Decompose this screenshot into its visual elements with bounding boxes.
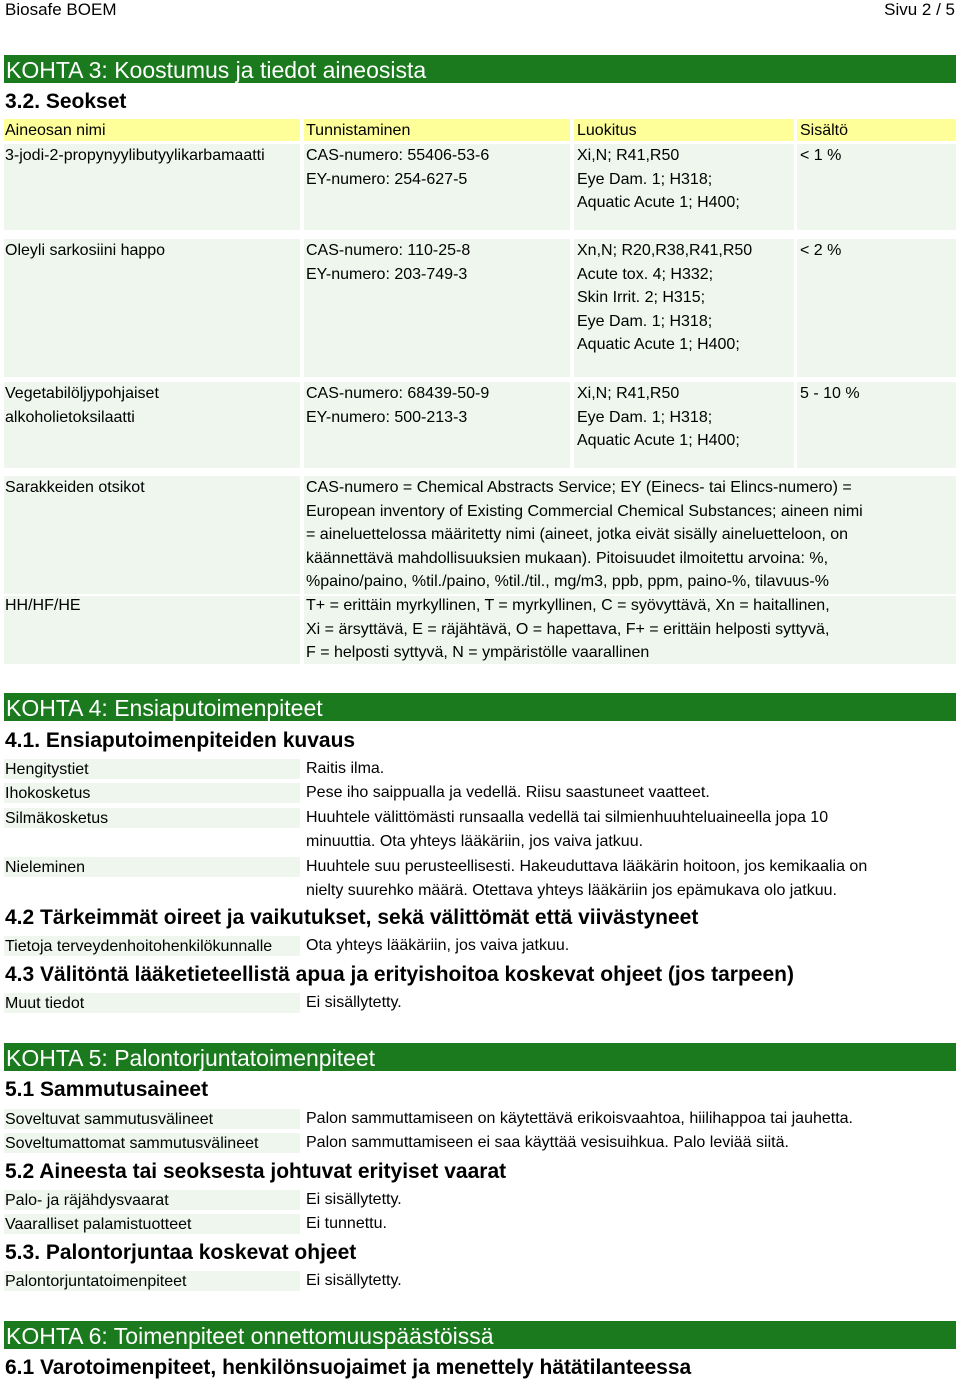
column-label-class: Luokitus [577,122,637,139]
value-silmakosketus-2: minuuttia. Ota yhteys lääkäriin, jos vaiva jatkuu. [306,832,644,850]
row-1-class-2: Eye Dam. 1; H318; [577,170,713,188]
subsection-5-1-title: 5.1 Sammutusaineet [5,1078,209,1101]
subsection-4-2-title: 4.2 Tärkeimmät oireet ja vaikutukset, sekä välittömät että viivästyneet [5,906,699,929]
row-3-class-3: Aquatic Acute 1; H400; [577,432,740,449]
column-label-content: Sisältö [800,122,849,139]
row-3-class-2: Eye Dam. 1; H318; [577,408,713,426]
value-tietoja-terveydenhoito: Ota yhteys lääkäriin, jos vaiva jatkuu. [306,937,570,954]
value-hengitystiet: Raitis ilma. [306,760,385,777]
row-1-cas: CAS-numero: 55406-53-6 [306,147,490,164]
label-ihokosketus: Ihokosketus [4,783,300,803]
note-2-line-1: T+ = erittäin myrkyllinen, T = myrkyllinen, C = syövyttävä, Xn = haitallinen, [306,597,830,614]
document-title: Biosafe BOEM [5,0,117,19]
row-2-class-4: Eye Dam. 1; H318; [577,312,713,330]
note-1-line-4: käännettävä mahdollisuuksien mukaan). Pitoisuudet ilmoitettu arvoina: %, [306,549,829,567]
column-label-ident: Tunnistaminen [306,122,411,139]
row-1-name: 3-jodi-2-propynyylibutyylikarbamaatti [5,147,265,164]
subsection-4-1-title: 4.1. Ensiaputoimenpiteiden kuvaus [5,729,356,752]
section-6-title: KOHTA 6: Toimenpiteet onnettomuuspäästöissä [4,1321,956,1349]
page-header [5,0,955,24]
subsection-6-1-title: 6.1 Varotoimenpiteet, henkilönsuojaimet ja menettely hätätilanteessa [5,1356,692,1379]
label-nieleminen: Nieleminen [4,857,300,877]
label-soveltuvat: Soveltuvat sammutusvälineet [4,1109,300,1129]
note-1-line-3: = aineluettelossa määritetty nimi (aineet, jotka eivät sisälly aineluetteloon, on [306,526,849,543]
label-silmakosketus: Silmäkosketus [4,808,300,828]
row-3-ey: EY-numero: 500-213-3 [306,408,468,426]
row-2-class-1: Xn,N; R20,R38,R41,R50 [577,242,753,259]
label-soveltumattomat: Soveltumattomat sammutusvälineet [4,1133,300,1153]
page-number: Sivu 2 / 5 [884,0,955,19]
label-palontorjuntatoimenpiteet: Palontorjuntatoimenpiteet [4,1271,300,1291]
row-1-content: < 1 % [800,147,842,164]
row-3-content: 5 - 10 % [800,385,860,402]
value-ihokosketus: Pese iho saippualla ja vedellä. Riisu saastuneet vaatteet. [306,784,710,801]
value-silmakosketus-1: Huuhtele välittömästi runsaalla vedellä tai silmienhuuhteluaineella jopa 10 [306,809,829,826]
label-palo-rajahdys: Palo- ja räjähdysvaarat [4,1190,300,1210]
row-2-class-3: Skin Irrit. 2; H315; [577,289,706,306]
note-1-line-2: European inventory of Existing Commercial Chemical Substances; aineen nimi [306,502,863,520]
note-1-line-1: CAS-numero = Chemical Abstracts Service; EY (Einecs- tai Elincs-numero) = [306,479,852,496]
label-vaaralliset-palamistuotteet: Vaaralliset palamistuotteet [4,1214,300,1234]
row-3-name-1: Vegetabilöljypohjaiset [5,385,159,402]
row-2-content: < 2 % [800,242,842,259]
row-1-class-1: Xi,N; R41,R50 [577,147,680,164]
value-nieleminen-2: nielty suurehko määrä. Otettava yhteys lääkäriin jos epämukava olo jatkuu. [306,881,837,899]
section-4-title: KOHTA 4: Ensiaputoimenpiteet [4,693,956,721]
note-2-line-2: Xi = ärsyttävä, E = räjähtävä, O = hapettava, F+ = erittäin helposti syttyvä, [306,620,830,638]
note-1-label: Sarakkeiden otsikot [5,479,145,496]
row-3-cas: CAS-numero: 68439-50-9 [306,385,490,402]
note-1-line-5: %paino/paino, %til./paino, %til./til., mg/m3, ppb, ppm, paino-%, tilavuus-% [306,573,829,590]
value-soveltumattomat: Palon sammuttamiseen ei saa käyttää vesisuihkua. Palo leviää siitä. [306,1134,789,1151]
section-3-title: KOHTA 3: Koostumus ja tiedot aineosista [4,55,956,83]
value-nieleminen-1: Huuhtele suu perusteellisesti. Hakeuduttava lääkärin hoitoon, jos kemikaalia on [306,858,868,875]
value-palontorjuntatoimenpiteet: Ei sisällytetty. [306,1272,402,1289]
row-3-name-2: alkoholietoksilaatti [5,408,135,426]
note-2-line-3: F = helposti syttyvä, N = ympäristölle vaarallinen [306,644,650,661]
subsection-5-2-title: 5.2 Aineesta tai seoksesta johtuvat erityiset vaarat [5,1160,507,1183]
label-tietoja-terveydenhoito: Tietoja terveydenhoitohenkilökunnalle [4,936,300,956]
row-2-name: Oleyli sarkosiini happo [5,242,166,259]
label-muut-tiedot: Muut tiedot [4,993,300,1013]
row-2-class-5: Aquatic Acute 1; H400; [577,336,740,353]
column-label-name: Aineosan nimi [5,122,106,139]
label-hengitystiet: Hengitystiet [4,759,300,779]
value-vaaralliset-palamistuotteet: Ei tunnettu. [306,1215,387,1232]
row-3-class-1: Xi,N; R41,R50 [577,385,680,402]
subsection-5-3-title: 5.3. Palontorjuntaa koskevat ohjeet [5,1241,357,1264]
row-2-class-2: Acute tox. 4; H332; [577,265,714,283]
row-2-ey: EY-numero: 203-749-3 [306,265,468,283]
subsection-4-3-title: 4.3 Välitöntä lääketieteellistä apua ja erityishoitoa koskevat ohjeet (jos tarpeen) [5,963,794,986]
value-soveltuvat: Palon sammuttamiseen on käytettävä erikoisvaahtoa, hiilihappoa tai jauhetta. [306,1110,853,1127]
row-2-cas: CAS-numero: 110-25-8 [306,242,471,259]
row-1-class-3: Aquatic Acute 1; H400; [577,194,740,211]
note-2-label: HH/HF/HE [5,597,81,614]
row-1-ey: EY-numero: 254-627-5 [306,170,468,188]
value-palo-rajahdys: Ei sisällytetty. [306,1191,402,1208]
value-muut-tiedot: Ei sisällytetty. [306,994,402,1011]
subsection-3-2-title: 3.2. Seokset [5,90,127,113]
section-5-title: KOHTA 5: Palontorjuntatoimenpiteet [4,1043,956,1071]
